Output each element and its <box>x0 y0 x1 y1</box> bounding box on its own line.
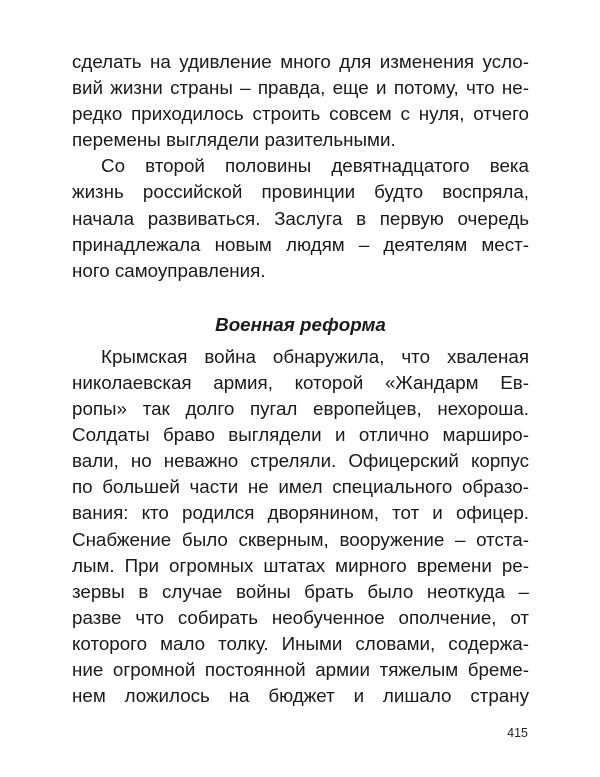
text-line: жизнь российской провинции будто воспряла, <box>72 181 529 203</box>
text-line: зервы в случае войны брать было неоткуда – <box>72 580 529 602</box>
text-line: которого мало толку. Иными словами, содержа- <box>72 632 529 654</box>
text-line: начала развиваться. Заслуга в первую очередь <box>72 207 529 229</box>
text-line: по большей части не имел специального образо- <box>72 476 529 498</box>
text-line: Солдаты браво выглядели и отлично марширо- <box>72 424 529 446</box>
text-line: сделать на удивление много для изменения усло- <box>72 51 529 72</box>
paragraph-2 <box>72 153 529 283</box>
section-heading: Военная реформа <box>215 313 386 335</box>
text-line: вий жизни страны – правда, еще и потому, что не- <box>72 77 529 99</box>
page-number: 415 <box>507 726 528 740</box>
text-line: Со второй половины девятнадцатого века <box>101 155 529 177</box>
text-line: разве что собирать необученное ополчение, от <box>72 606 529 628</box>
text-line: вали, но неважно стреляли. Офицерский корпус <box>72 450 529 472</box>
text-line: перемены выглядели разительными. <box>72 129 396 151</box>
text-line: редко приходилось строить совсем с нуля, отчего <box>72 103 529 125</box>
page-body <box>72 49 529 709</box>
text-line: принадлежала новым людям – деятелям мест- <box>72 233 529 255</box>
section-gap <box>72 284 529 310</box>
text-line: Крымская война обнаружила, что хваленая <box>101 345 529 367</box>
text-line: ние огромной постоянной армии тяжелым бреме- <box>72 658 529 680</box>
text-line: вания: кто родился дворянином, тот и офицер. <box>72 502 529 524</box>
paragraph-3 <box>72 344 529 709</box>
paragraph-1 <box>72 49 529 153</box>
text-line: нем ложилось на бюджет и лишало страну <box>72 685 529 707</box>
text-line: ного самоуправления. <box>72 259 266 281</box>
text-line: лым. При огромных штатах мирного времени ре- <box>72 554 529 576</box>
text-line: ропы» так долго пугал европейцев, нехороша. <box>72 398 529 420</box>
text-line: Снабжение было скверным, вооружение – отста- <box>72 528 529 550</box>
text-line: николаевская армия, которой «Жандарм Ев- <box>72 371 529 393</box>
